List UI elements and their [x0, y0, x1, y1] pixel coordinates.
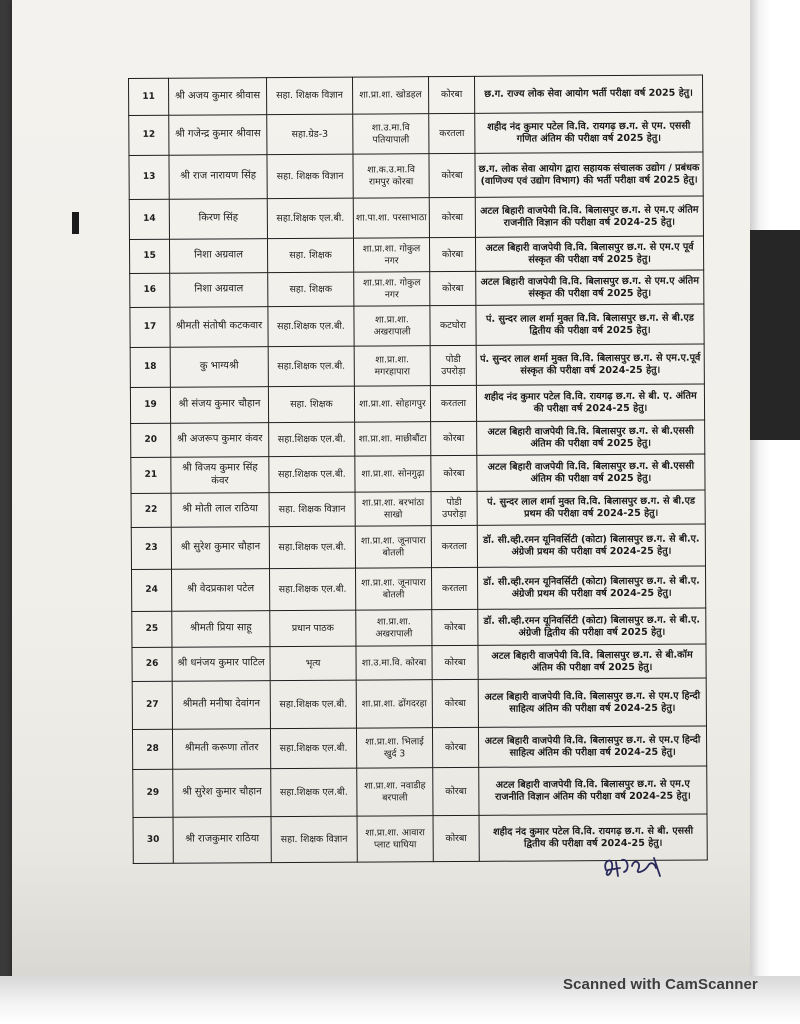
table-body	[129, 75, 708, 863]
row-number-cell: 20	[131, 423, 171, 457]
designation-cell: सहा. शिक्षक विज्ञान	[271, 816, 357, 863]
designation-cell: भृत्य	[270, 646, 356, 681]
table-row	[131, 490, 705, 528]
school-name-cell: शा.प्रा.शा. सोहागपुर	[354, 386, 430, 422]
school-name-cell: शा.प्रा.शा. नवाडीह बरपाली	[357, 768, 433, 816]
employee-name-cell: कु भाग्यश्री	[170, 347, 268, 388]
camscanner-watermark: Scanned with CamScanner	[563, 976, 758, 993]
table-row	[129, 236, 703, 274]
school-name-cell: शा.प्रा.शा. बरभांठा साखो	[355, 492, 431, 526]
designation-cell: सहा. शिक्षक	[268, 386, 354, 423]
row-number-cell: 12	[129, 115, 169, 155]
school-name-cell: शा.प्रा.शा. माछीबौंटा	[355, 422, 431, 456]
table-row	[130, 304, 704, 348]
block-name-cell: कोरबा	[431, 455, 477, 491]
school-name-cell: शा.प्रा.शा. भिलाई खुर्द 3	[356, 728, 432, 768]
row-number-cell: 29	[133, 769, 173, 817]
designation-cell: प्रधान पाठक	[270, 610, 356, 647]
block-name-cell: कोरबा	[432, 645, 478, 679]
designation-cell: सहा.शिक्षक एल.बी.	[268, 306, 354, 347]
designation-cell: सहा. शिक्षक विज्ञान	[267, 77, 353, 115]
exam-purpose-cell: शहीद नंद कुमार पटेल वि.वि. रायगढ़ छ.ग. से बी. ए. अंतिम की परीक्षा वर्ष 2024-25 हेतु।	[476, 384, 704, 421]
school-name-cell: शा.प्रा.शा. गोकुल नगर	[354, 272, 430, 306]
designation-cell: सहा.शिक्षक एल.बी.	[268, 346, 354, 387]
school-name-cell: शा.प्रा.शा. जूनापारा बोतली	[355, 568, 431, 610]
exam-purpose-cell: शहीद नंद कुमार पटेल वि.वि. रायगढ़ छ.ग. से एम. एससी गणित अंतिम की परीक्षा वर्ष 2025 हेतु।	[475, 112, 703, 153]
employee-name-cell: निशा अग्रवाल	[169, 239, 267, 274]
designation-cell: सहा. शिक्षक विज्ञान	[269, 492, 355, 527]
signature-icon	[598, 848, 668, 884]
table-row	[133, 766, 707, 818]
designation-cell: सहा. शिक्षक	[268, 272, 354, 307]
designation-cell: सहा. शिक्षक	[267, 238, 353, 273]
row-number-cell: 27	[132, 681, 172, 729]
employee-name-cell: श्री राज नारायण सिंह	[169, 155, 267, 200]
block-name-cell: कोरबा	[431, 421, 477, 455]
scan-background-dark	[750, 230, 800, 440]
exam-purpose-cell: अटल बिहारी वाजपेयी वि.वि. बिलासपुर छ.ग. से बी.एससी अंतिम की परीक्षा वर्ष 2025 हेतु।	[477, 454, 705, 491]
table-row	[131, 420, 705, 458]
exam-purpose-cell: अटल बिहारी वाजपेयी वि.वि. बिलासपुर छ.ग. से एम.ए अंतिम संस्कृत की परीक्षा वर्ष 2025 हेतु।	[476, 270, 704, 305]
block-name-cell: कोरबा	[429, 237, 475, 271]
block-name-cell: कोरबा	[429, 197, 475, 237]
exam-purpose-cell: अटल बिहारी वाजपेयी वि.वि. बिलासपुर छ.ग. से एम.ए पूर्व संस्कृत की परीक्षा वर्ष 2025 हेतु।	[475, 236, 703, 271]
leave-permission-table	[128, 74, 708, 863]
block-name-cell: करतला	[431, 525, 477, 567]
employee-name-cell: निशा अग्रवाल	[170, 273, 268, 308]
row-number-cell: 30	[133, 817, 173, 863]
margin-mark	[72, 212, 79, 234]
employee-name-cell: श्री सुरेश कुमार चौहान	[171, 527, 269, 570]
block-name-cell: कोरबा	[433, 767, 479, 815]
employee-name-cell: श्री अजरूप कुमार कंवर	[171, 423, 269, 458]
exam-purpose-cell: पं. सुन्दर लाल शर्मा मुक्त वि.वि. बिलासपुर छ.ग. से बी.एड प्रथम की परीक्षा वर्ष 2024-25 हेतु।	[477, 490, 705, 525]
table-row	[132, 566, 706, 612]
block-name-cell: कटघोरा	[430, 305, 476, 345]
row-number-cell: 28	[132, 729, 172, 769]
school-name-cell: शा.प्रा.शा. मगरहापारा	[354, 346, 430, 386]
designation-cell: सहा.शिक्षक एल.बी.	[269, 568, 355, 611]
table-row	[130, 270, 704, 308]
school-name-cell: शा.प्रा.शा. खोडहल	[352, 77, 428, 114]
block-name-cell: करतला	[429, 113, 475, 153]
row-number-cell: 13	[129, 155, 169, 199]
designation-cell: सहा.ग्रेड-3	[267, 114, 353, 155]
designation-cell: सहा.शिक्षक एल.बी.	[267, 198, 353, 239]
table-row	[130, 384, 704, 424]
row-number-cell: 18	[130, 347, 170, 387]
exam-purpose-cell: पं. सुन्दर लाल शर्मा मुक्त वि.वि. बिलासपुर छ.ग. से बी.एड द्वितीय की परीक्षा वर्ष 2025 हेतु।	[476, 304, 704, 345]
block-name-cell: पोडी उपरोड़ा	[430, 345, 476, 385]
exam-purpose-cell: डॉ. सी.व्ही.रमन यूनिवर्सिटी (कोटा) बिलासपुर छ.ग. से बी.ए. अंग्रेजी प्रथम की परीक्षा वर्ष 2024-25 हेतु।	[477, 524, 705, 567]
designation-cell: सहा.शिक्षक एल.बी.	[269, 526, 355, 569]
exam-purpose-cell: डॉ. सी.व्ही.रमन यूनिवर्सिटी (कोटा) बिलासपुर छ.ग. से बी.ए. अंग्रेजी प्रथम की परीक्षा वर्ष 2024-25 हेतु।	[477, 566, 705, 609]
exam-purpose-cell: पं. सुन्दर लाल शर्मा मुक्त वि.वि. बिलासपुर छ.ग. से एम.ए.पूर्व संस्कृत की परीक्षा वर्ष 2024-25 हेतु।	[476, 344, 704, 385]
table-row	[129, 152, 703, 200]
employee-name-cell: किरण सिंह	[169, 199, 267, 240]
employee-name-cell: श्री राजकुमार राठिया	[173, 817, 271, 864]
employee-name-cell: श्रीमती प्रिया साहू	[172, 611, 270, 648]
designation-cell: सहा.शिक्षक एल.बी.	[270, 728, 356, 769]
row-number-cell: 16	[130, 273, 170, 307]
block-name-cell: कोरबा	[429, 153, 475, 197]
school-name-cell: शा.प्रा.शा. ढोंगदरहा	[356, 680, 432, 728]
school-name-cell: शा.प्रा.शा. जूनापारा बोतली	[355, 526, 431, 568]
exam-purpose-cell: अटल बिहारी वाजपेयी वि.वि. बिलासपुर छ.ग. से एम.ए राजनीति विज्ञान अंतिम की परीक्षा वर्ष 2024-25 हेतु।	[479, 766, 707, 815]
school-name-cell: शा.प्रा.शा. आवारा प्लाट घाघिया	[357, 816, 433, 862]
row-number-cell: 14	[129, 199, 169, 239]
exam-purpose-cell: छ.ग. लोक सेवा आयोग द्वारा सहायक संचालक उद्योग / प्रबंधक (वाणिज्य एवं उद्योग विभाग) की भर्ती परीक्षा वर्ष 2025 हेतु।	[475, 152, 703, 197]
table-row	[132, 678, 706, 730]
table-row	[132, 726, 706, 770]
row-number-cell: 21	[131, 457, 171, 493]
block-name-cell: करतला	[431, 567, 477, 609]
exam-purpose-cell: अटल बिहारी वाजपेयी वि.वि. बिलासपुर छ.ग. से एम.ए हिन्दी साहित्य अंतिम की परीक्षा वर्ष 2024-25 हेतु।	[478, 726, 706, 767]
row-number-cell: 17	[130, 307, 170, 347]
school-name-cell: शा.प्रा.शा. अखरापाली	[354, 306, 430, 346]
table-row	[129, 112, 703, 156]
employee-name-cell: श्रीमती मनीषा देवांगन	[172, 681, 270, 730]
employee-name-cell: श्रीमती करूणा तोंतर	[172, 729, 270, 770]
school-name-cell: शा.प्रा.शा. सोनगुढ़ा	[355, 456, 431, 492]
school-name-cell: शा.पा.शा. परसाभाठा	[353, 198, 429, 238]
exam-purpose-cell: अटल बिहारी वाजपेयी वि.वि. बिलासपुर छ.ग. से बी.एससी अंतिम की परीक्षा वर्ष 2025 हेतु।	[477, 420, 705, 455]
designation-cell: सहा.शिक्षक एल.बी.	[270, 680, 356, 729]
block-name-cell: कोरबा	[432, 727, 478, 767]
block-name-cell: कोरबा	[428, 76, 474, 113]
row-number-cell: 19	[130, 387, 170, 423]
row-number-cell: 15	[129, 239, 169, 273]
exam-purpose-cell: अटल बिहारी वाजपेयी वि.वि. बिलासपुर छ.ग. से एम.ए अंतिम राजनीति विज्ञान की परीक्षा वर्ष 2024-25 हेतु।	[475, 196, 703, 237]
designation-cell: सहा. शिक्षक विज्ञान	[267, 154, 353, 199]
exam-purpose-cell: अटल बिहारी वाजपेयी वि.वि. बिलासपुर छ.ग. से बी.कॉम अंतिम की परीक्षा वर्ष 2025 हेतु।	[478, 644, 706, 679]
exam-purpose-cell: डॉ. सी.व्ही.रमन यूनिवर्सिटी (कोटा) बिलासपुर छ.ग. से बी.ए. अंग्रेजी द्वितीय की परीक्षा वर्ष 2025 हेतु।	[478, 608, 706, 645]
employee-name-cell: श्री संजय कुमार चौहान	[170, 387, 268, 424]
school-name-cell: शा.प्रा.शा. अखरापाली	[356, 610, 432, 646]
employee-name-cell: श्रीमती संतोषी कटकवार	[170, 307, 268, 348]
table-row	[131, 454, 705, 494]
block-name-cell: कोरबा	[433, 815, 479, 861]
employee-name-cell: श्री विजय कुमार सिंह कंवर	[171, 457, 269, 494]
row-number-cell: 11	[129, 78, 169, 115]
employee-name-cell: श्री मोती लाल राठिया	[171, 493, 269, 528]
block-name-cell: कोरबा	[432, 609, 478, 645]
designation-cell: सहा.शिक्षक एल.बी.	[269, 422, 355, 457]
row-number-cell: 23	[131, 527, 171, 569]
block-name-cell: करतला	[430, 385, 476, 421]
employee-name-cell: श्री धनंजय कुमार पाटिल	[172, 647, 270, 682]
employee-name-cell: श्री अजय कुमार श्रीवास	[169, 78, 267, 116]
table-row	[129, 75, 703, 116]
exam-purpose-cell: अटल बिहारी वाजपेयी वि.वि. बिलासपुर छ.ग. से एम.ए हिन्दी साहित्य अंतिम की परीक्षा वर्ष 2024-25 हेतु।	[478, 678, 706, 727]
exam-purpose-cell: छ.ग. राज्य लोक सेवा आयोग भर्ती परीक्षा वर्ष 2025 हेतु।	[474, 75, 702, 113]
table-row	[131, 524, 705, 570]
table-row	[129, 196, 703, 240]
employee-name-cell: श्री गजेन्द्र कुमार श्रीवास	[169, 115, 267, 156]
school-name-cell: शा.उ.मा.वि. कोरबा	[356, 646, 432, 680]
row-number-cell: 25	[132, 611, 172, 647]
school-name-cell: शा.उ.मा.वि पतियापाली	[353, 114, 429, 154]
designation-cell: सहा.शिक्षक एल.बी.	[269, 456, 355, 493]
employee-name-cell: श्री सुरेश कुमार चौहान	[173, 769, 271, 818]
row-number-cell: 24	[132, 569, 172, 611]
row-number-cell: 26	[132, 647, 172, 681]
row-number-cell: 22	[131, 493, 171, 527]
school-name-cell: शा.प्रा.शा. गोकुल नगर	[353, 238, 429, 272]
table-row	[130, 344, 704, 388]
school-name-cell: शा.क.उ.मा.वि रामपुर कोरबा	[353, 154, 429, 198]
designation-cell: सहा.शिक्षक एल.बी.	[271, 768, 357, 817]
table-row	[132, 644, 706, 682]
scan-edge-right	[750, 0, 800, 1024]
block-name-cell: कोरबा	[430, 271, 476, 305]
table-row	[132, 608, 706, 648]
block-name-cell: कोरबा	[432, 679, 478, 727]
employee-name-cell: श्री वेदप्रकाश पटेल	[172, 569, 270, 612]
block-name-cell: पोडी उपरोड़ा	[431, 491, 477, 525]
exam-purpose-cell: शहीद नंद कुमार पटेल वि.वि. रायगढ़ छ.ग. से बी. एससी द्वितीय की परीक्षा वर्ष 2024-25 हेतु।	[479, 814, 707, 861]
